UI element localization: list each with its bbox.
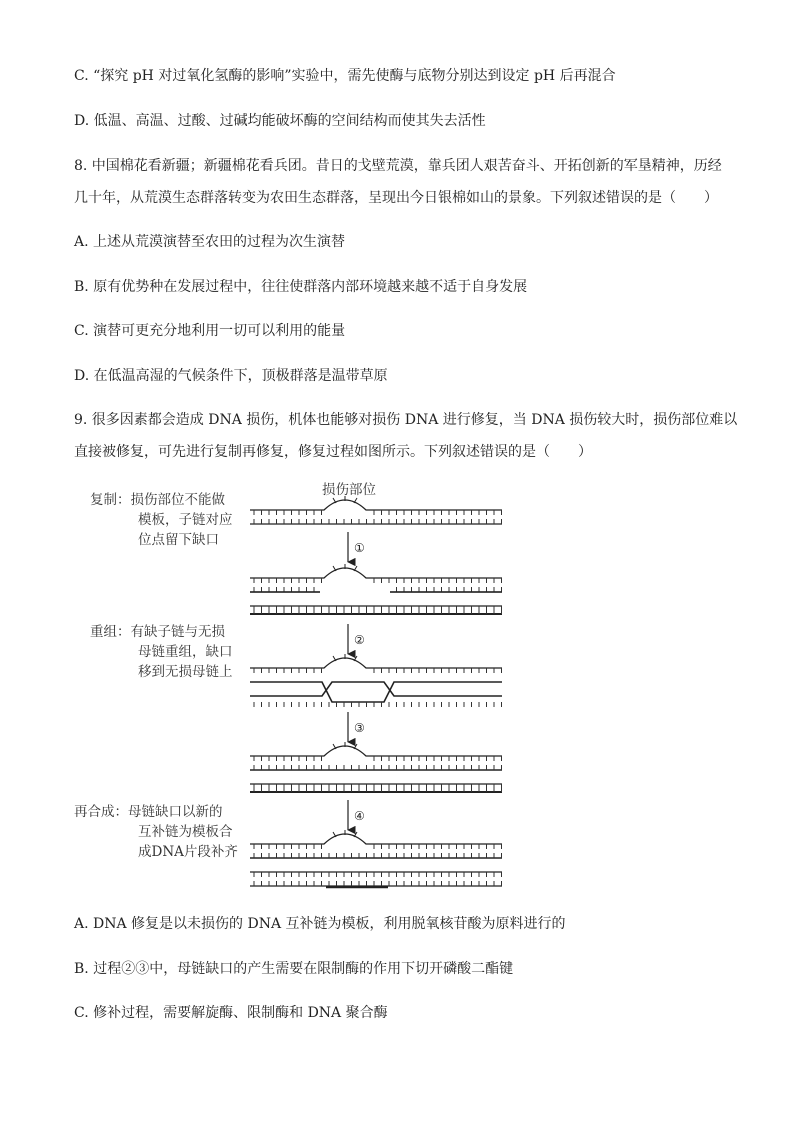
option-9a: A. DNA 修复是以未损伤的 DNA 互补链为模板，利用脱氧核苷酸为原料进行的 xyxy=(74,916,566,932)
resynthesis-label-3: 成DNA片段补齐 xyxy=(138,844,238,860)
replication-label-1: 复制：损伤部位不能做 xyxy=(90,492,225,508)
template-strand-damaged xyxy=(250,834,502,844)
recombined-strand-upper xyxy=(250,682,502,702)
base-pair-ticks xyxy=(254,510,502,515)
question-9-stem-line1: 9. 很多因素都会造成 DNA 损伤，机体也能够对损伤 DNA 进行修复，当 DNA 损伤较大时，损伤部位难以 xyxy=(74,412,738,428)
replication-label-2: 模板，子链对应 xyxy=(138,512,233,528)
question-9-stem-line2: 直接被修复，可先进行复制再修复，修复过程如图所示。下列叙述错误的是（ ） xyxy=(74,444,592,460)
option-8b: B. 原有优势种在发展过程中，往往使群落内部环境越来越不适于自身发展 xyxy=(74,279,528,295)
step-4-label: ④ xyxy=(354,809,365,823)
recombination-label-3: 移到无损母链上 xyxy=(138,664,233,680)
dna-strands xyxy=(250,496,502,887)
base-pair-ticks xyxy=(254,872,502,877)
recombination-label-2: 母链重组，缺口 xyxy=(138,644,233,660)
question-8-stem-line1: 8. 中国棉花看新疆；新疆棉花看兵团。昔日的戈壁荒漠，靠兵团人艰苦奋斗、开拓创新的军垦精神，历经 xyxy=(74,158,722,174)
step-3-label: ③ xyxy=(354,721,365,735)
resynthesis-label-2: 互补链为模板合 xyxy=(138,824,233,840)
base-pair-ticks xyxy=(254,578,502,583)
recombination-label-1: 重组：有缺子链与无损 xyxy=(90,624,225,640)
option-9b: B. 过程②③中，母链缺口的产生需要在限制酶的作用下切开磷酸二酯键 xyxy=(74,961,514,977)
daughter-strand-gap xyxy=(320,586,390,596)
dna-repair-diagram xyxy=(74,474,514,894)
option-7c: C. “探究 pH 对过氧化氢酶的影响”实验中，需先使酶与底物分别达到设定 pH 后再混合 xyxy=(74,68,616,84)
resynthesis-label-1: 再合成：母链缺口以新的 xyxy=(74,804,223,820)
step-1-label: ① xyxy=(354,541,365,555)
step-2-label: ② xyxy=(354,633,365,647)
option-8d: D. 在低温高湿的气候条件下，顶极群落是温带草原 xyxy=(74,368,388,384)
option-7d: D. 低温、高温、过酸、过碱均能破坏酶的空间结构而使其失去活性 xyxy=(74,113,486,129)
damage-site-label: 损伤部位 xyxy=(322,482,376,498)
base-pair-ticks xyxy=(254,881,502,886)
template-strand-damaged xyxy=(250,500,502,510)
option-8c: C. 演替可更充分地利用一切可以利用的能量 xyxy=(74,323,346,339)
base-pair-ticks xyxy=(254,756,502,761)
option-9c: C. 修补过程，需要解旋酶、限制酶和 DNA 聚合酶 xyxy=(74,1005,388,1021)
base-pair-ticks xyxy=(254,519,502,524)
template-strand-damaged xyxy=(250,568,502,578)
base-pair-ticks xyxy=(254,844,502,849)
template-strand-damaged xyxy=(250,746,502,756)
question-8-stem-line2: 几十年，从荒漠生态群落转变为农田生态群落，呈现出今日银棉如山的景象。下列叙述错误的是（ ） xyxy=(74,190,718,206)
option-8a: A. 上述从荒漠演替至农田的过程为次生演替 xyxy=(74,234,346,250)
recombined-strand-lower xyxy=(250,682,502,696)
template-strand-damaged xyxy=(250,658,502,668)
replication-label-3: 位点留下缺口 xyxy=(138,532,219,548)
base-pair-ticks xyxy=(254,668,502,673)
